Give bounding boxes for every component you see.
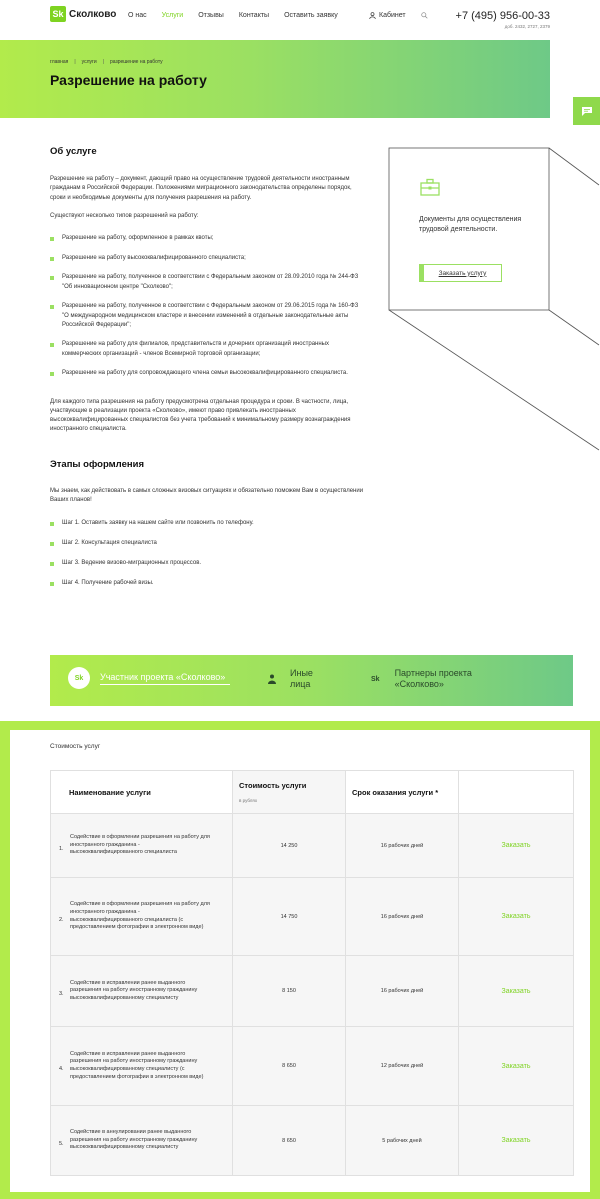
table-row xyxy=(51,1027,574,1106)
site-header xyxy=(0,0,600,40)
phone-extensions: доб. 2432, 2727, 2379 xyxy=(504,24,550,29)
pricing-panel xyxy=(10,730,590,1192)
chat-icon xyxy=(581,106,593,117)
row-number: 2. xyxy=(59,916,64,923)
logo-text: Сколково xyxy=(69,8,117,20)
nav-services[interactable]: Услуги xyxy=(161,12,184,19)
tab-other-persons[interactable] xyxy=(268,668,322,690)
service-name: Содействие в исправлении ранее выданного разрешения на работу иностранному гражданину высококвалифицированному специалисту (с предоставлением фотографии в электронном виде) xyxy=(70,1050,204,1080)
col-header-term: Срок оказания услуги * xyxy=(346,771,459,814)
tab-label: Участник проекта «Сколково» xyxy=(100,672,230,685)
row-number: 5. xyxy=(59,1140,64,1147)
nav-contacts[interactable]: Контакты xyxy=(238,12,270,19)
service-term: 5 рабочих дней xyxy=(346,1106,459,1176)
order-service-button[interactable]: Заказать услугу xyxy=(419,264,502,282)
card-description: Документы для осуществления трудовой деятельности. xyxy=(419,216,522,233)
skolkovo-icon: Sk xyxy=(68,667,90,689)
table-row xyxy=(51,956,574,1027)
list-item: Шаг 3. Ведение визово-миграционных процессов. xyxy=(50,559,365,568)
about-paragraph: Для каждого типа разрешения на работу предусмотрена отдельная процедура и сроки. В частности, лица, участвующие в реализации проекта «Сколково», имеют право привлекать иностранных высококвалифицированных специалистов без учета требований к минимальному размеру вознаграждения иностранного специалиста. xyxy=(50,398,351,433)
breadcrumb-home[interactable]: главная xyxy=(50,59,69,65)
service-name: Содействие в оформлении разрешения на работу для иностранного гражданина - высококвалифицированного специалиста (с предоставлением фотографии в электронном виде) xyxy=(70,901,210,931)
page-hero xyxy=(0,40,550,118)
service-name-cell xyxy=(51,956,233,1027)
order-link[interactable]: Заказать xyxy=(459,1106,574,1176)
service-name: Содействие в оформлении разрешения на работу для иностранного гражданина - высококвалифицированного специалиста xyxy=(70,834,210,856)
order-link[interactable]: Заказать xyxy=(459,956,574,1027)
col-header-name: Наименование услуги xyxy=(51,771,233,814)
nav-request[interactable]: Оставить заявку xyxy=(284,12,338,19)
skolkovo-icon: Sk xyxy=(371,675,380,683)
nav-about[interactable]: О нас xyxy=(128,12,147,19)
list-item: Шаг 1. Оставить заявку на нашем сайте или позвонить по телефону. xyxy=(50,519,365,528)
service-name: Содействие в аннулировании ранее выданного разрешения на работу иностранному гражданину высококвалифицированному специалисту xyxy=(70,1129,198,1151)
tab-label: Иные лица xyxy=(290,668,313,689)
about-paragraph: Существуют несколько типов разрешений на работу: xyxy=(50,212,199,219)
logo-mark: Sk xyxy=(50,6,66,22)
pricing-title: Стоимость услуг xyxy=(50,743,101,750)
user-icon xyxy=(369,12,376,19)
service-price: 14 750 xyxy=(233,878,346,956)
list-item: Разрешение на работу, оформленное в рамках квоты; xyxy=(50,234,365,243)
list-item: Шаг 2. Консультация специалиста xyxy=(50,539,365,548)
chat-button[interactable] xyxy=(573,97,600,125)
cabinet-link[interactable] xyxy=(369,12,406,19)
service-name-cell xyxy=(51,1106,233,1176)
stages-intro: Мы знаем, как действовать в самых сложных визовых ситуациях и обязательно поможем Вам в осуществлении Ваших планов! xyxy=(50,487,364,503)
breadcrumb-separator: | xyxy=(102,59,104,65)
page-title: Разрешение на работу xyxy=(50,72,207,88)
list-item: Разрешение на работу для филиалов, представительств и дочерних организаций иностранных коммерческих организаций - членов Всемирной торговой организации; xyxy=(50,340,365,358)
client-type-tabs xyxy=(50,655,573,706)
col-header-price-unit: в рублях xyxy=(239,798,258,803)
about-title: Об услуге xyxy=(50,146,97,157)
tab-label: Партнеры проекта «Сколково» xyxy=(394,668,472,689)
person-icon xyxy=(268,674,276,684)
service-term: 16 рабочих дней xyxy=(346,814,459,878)
service-price: 8 150 xyxy=(233,956,346,1027)
cabinet-label: Кабинет xyxy=(379,12,406,19)
col-header-action xyxy=(459,771,574,814)
table-row xyxy=(51,1106,574,1176)
steps-list xyxy=(50,519,365,588)
table-row xyxy=(51,814,574,878)
service-name-cell xyxy=(51,814,233,878)
list-item: Разрешение на работу для сопровождающего члена семьи высококвалифицированного специалиста. xyxy=(50,369,365,378)
card-outline xyxy=(385,145,600,455)
service-term: 12 рабочих дней xyxy=(346,1027,459,1106)
service-name-cell xyxy=(51,1027,233,1106)
logo[interactable] xyxy=(50,6,116,22)
search-icon[interactable] xyxy=(421,12,428,19)
tab-skolkovo-partners[interactable] xyxy=(371,668,505,690)
stages-title: Этапы оформления xyxy=(50,459,144,471)
pricing-section xyxy=(0,721,600,1199)
main-nav xyxy=(128,12,353,19)
col-header-price xyxy=(233,771,346,814)
service-price: 8 650 xyxy=(233,1106,346,1176)
row-number: 1. xyxy=(59,845,64,852)
list-item: Шаг 4. Получение рабочей визы. xyxy=(50,579,365,588)
breadcrumb-services[interactable]: услуги xyxy=(81,59,97,65)
table-row xyxy=(51,878,574,956)
list-item: Разрешение на работу, полученное в соответствии с Федеральным законом от 28.09.2010 года № 244-ФЗ "Об инновационном центре "Сколково"; xyxy=(50,273,365,291)
service-price: 8 650 xyxy=(233,1027,346,1106)
list-item: Разрешение на работу, полученное в соответствии с Федеральным законом от 29.06.2015 года № 160-ФЗ "О международном медицинском кластере и внесении изменений в отдельные законодательные акты Российской Федерации"; xyxy=(50,302,365,330)
row-number: 4. xyxy=(59,1066,64,1072)
phone-number[interactable]: +7 (495) 956-00-33 xyxy=(455,10,550,22)
nav-reviews[interactable]: Отзывы xyxy=(198,12,224,19)
service-name: Содействие в исправлении ранее выданного разрешения на работу иностранному гражданину высококвалифицированному специалисту xyxy=(70,979,198,1001)
main-content xyxy=(50,147,365,607)
permit-types-list xyxy=(50,234,365,379)
pricing-table xyxy=(50,770,574,1176)
about-paragraph: Разрешение на работу – документ, дающий право на осуществление трудовой деятельности иностранным гражданам в Российской Федерации. Положениями миграционного законодательства определены порядок, сроки и необходимые документы для получения разрешения на работу. xyxy=(50,176,352,201)
briefcase-icon xyxy=(420,178,440,196)
list-item: Разрешение на работу высококвалифицированного специалиста; xyxy=(50,254,365,263)
breadcrumb-current: разрешение на работу xyxy=(109,59,163,65)
service-term: 16 рабочих дней xyxy=(346,878,459,956)
order-link[interactable]: Заказать xyxy=(459,814,574,878)
row-number: 3. xyxy=(59,991,64,997)
col-header-price-label: Стоимость услуги xyxy=(239,781,307,790)
tab-skolkovo-participant[interactable] xyxy=(68,667,230,689)
service-price: 14 250 xyxy=(233,814,346,878)
order-link[interactable]: Заказать xyxy=(459,878,574,956)
order-link[interactable]: Заказать xyxy=(459,1027,574,1106)
service-term: 16 рабочих дней xyxy=(346,956,459,1027)
table-header-row xyxy=(51,771,574,814)
breadcrumb xyxy=(50,59,163,65)
breadcrumb-separator: | xyxy=(74,59,76,65)
service-name-cell xyxy=(51,878,233,956)
